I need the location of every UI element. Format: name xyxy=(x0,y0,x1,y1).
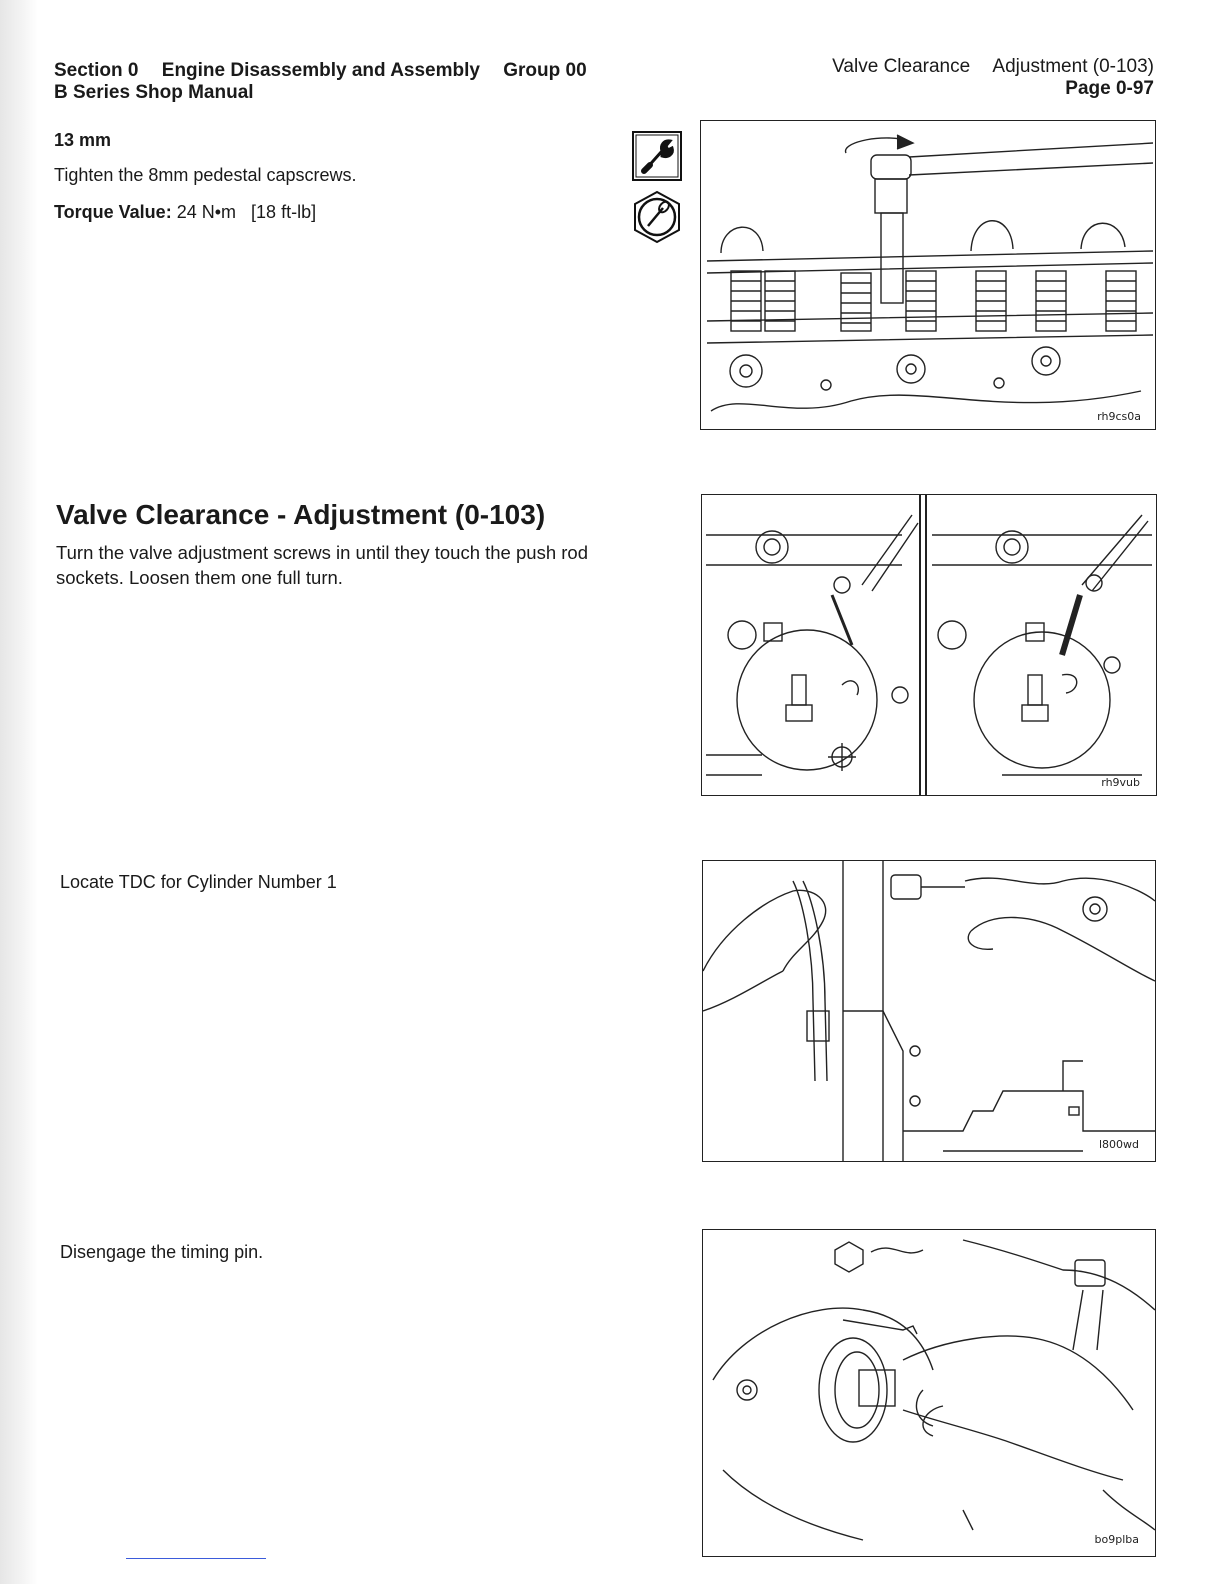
locate-tdc-illustration xyxy=(703,861,1155,1161)
scan-edge-shadow xyxy=(0,0,38,1584)
header-topic-ref: Adjustment (0-103) xyxy=(992,56,1154,77)
torque-value: 24 N•m xyxy=(176,202,237,222)
wrench-icon xyxy=(632,131,682,181)
figure-code-1: rh9cs0a xyxy=(1097,410,1141,423)
figure-timing-pin xyxy=(702,1229,1156,1557)
timing-pin-illustration xyxy=(703,1230,1155,1556)
step3-instruction: Disengage the timing pin. xyxy=(60,1242,264,1262)
figure-rocker-pedestals xyxy=(700,120,1156,430)
step1-instruction: Tighten the 8mm pedestal capscrews. xyxy=(54,165,357,185)
header-section: Section 0 xyxy=(54,60,139,81)
step2-instruction: Locate TDC for Cylinder Number 1 xyxy=(60,872,337,892)
torque-gauge-icon xyxy=(630,190,684,244)
wrench-size: 13 mm xyxy=(54,130,112,150)
section-paragraph: Turn the valve adjustment screws in until they touch the push rod sockets. Loosen them one full turn. xyxy=(56,542,588,588)
header-left xyxy=(54,60,587,104)
adjustment-screws-illustration xyxy=(702,495,1156,795)
rocker-pedestals-illustration xyxy=(701,121,1155,429)
header-page: Page 0-97 xyxy=(1065,78,1154,99)
torque-label: Torque Value: xyxy=(54,202,172,222)
section-title: Valve Clearance - Adjustment (0-103) xyxy=(56,499,546,530)
torque-line xyxy=(54,200,316,224)
header-group: Group 00 xyxy=(503,60,587,81)
figure-adjustment-screws xyxy=(701,494,1157,796)
figure-code-4: bo9plba xyxy=(1094,1533,1139,1546)
torque-imperial: [18 ft-lb] xyxy=(251,202,317,222)
figure-locate-tdc xyxy=(702,860,1156,1162)
header-topic: Valve Clearance xyxy=(832,56,971,77)
header-manual: B Series Shop Manual xyxy=(54,82,254,103)
footer-rule xyxy=(126,1558,266,1559)
figure-code-2: rh9vub xyxy=(1101,776,1140,789)
header-right xyxy=(832,56,1154,100)
figure-code-3: l800wd xyxy=(1098,1138,1139,1151)
header-section-title: Engine Disassembly and Assembly xyxy=(161,60,480,81)
